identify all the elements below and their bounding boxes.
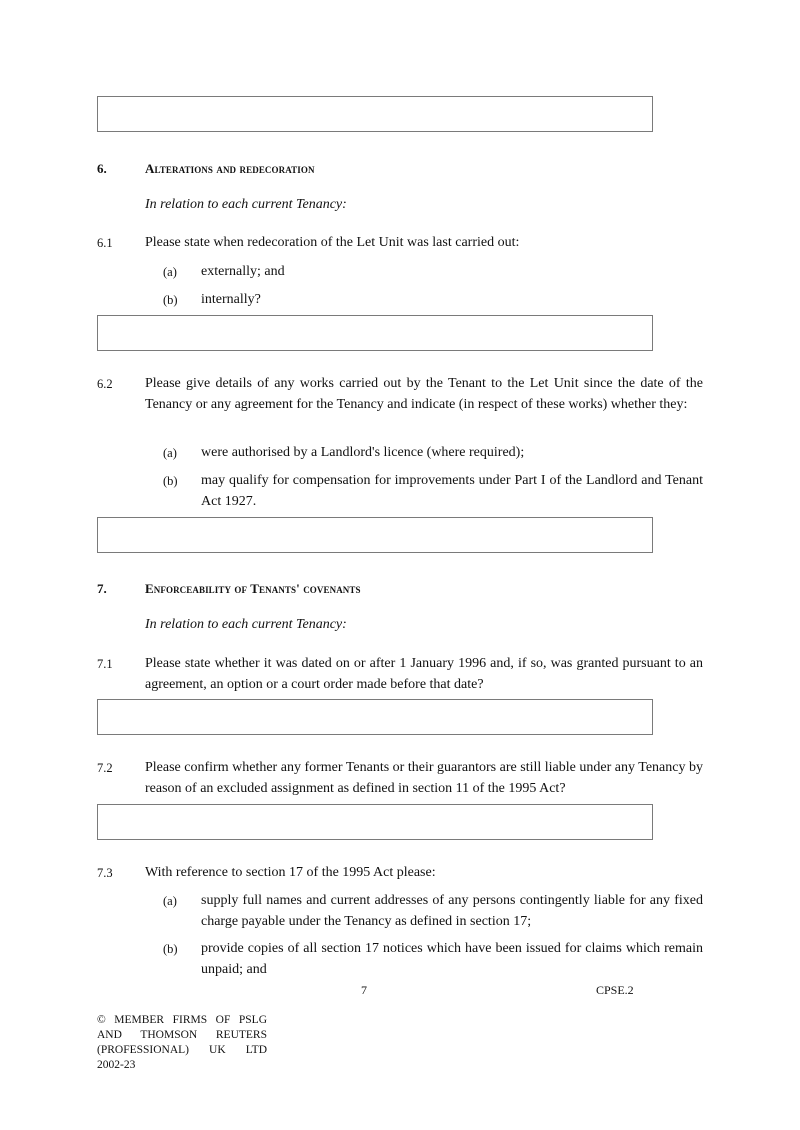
question-6-1-a-label: (a) (163, 265, 177, 279)
answer-box-7-1[interactable] (97, 699, 653, 735)
question-6-2-a-text: were authorised by a Landlord's licence (where required); (201, 445, 525, 460)
question-6-2-a-label: (a) (163, 446, 177, 460)
section-7-number: 7. (97, 581, 107, 596)
page-number: 7 (361, 983, 367, 997)
answer-box-6-2[interactable] (97, 517, 653, 553)
question-6-2-b-text: may qualify for compensation for improvements under Part I of the Landlord and Tenant Act 1927. (201, 473, 703, 509)
form-code: CPSE.2 (596, 983, 634, 997)
question-7-1-text: Please state whether it was dated on or after 1 January 1996 and, if so, was granted pursuant to an agreement, an option or a court order made before that date? (145, 656, 703, 692)
question-6-2-text: Please give details of any works carried out by the Tenant to the Let Unit since the date of the Tenancy or any agreement for the Tenancy and indicate (in respect of these works) whether they: (145, 376, 703, 412)
copyright-line-4: 2002-23 (97, 1059, 136, 1071)
question-6-2-number: 6.2 (97, 377, 113, 391)
question-6-1-b-label: (b) (163, 293, 178, 307)
question-7-1-number: 7.1 (97, 657, 113, 671)
question-6-1-a-text: externally; and (201, 264, 285, 279)
section-6-number: 6. (97, 161, 107, 176)
question-7-3-number: 7.3 (97, 866, 113, 880)
question-7-2-text: Please confirm whether any former Tenants or their guarantors are still liable under any Tenancy by reason of an excluded assignment as defined in section 11 of the 1995 Act? (145, 760, 703, 796)
copyright-line-3: (PROFESSIONAL) UK LTD (97, 1044, 267, 1056)
section-6-intro: In relation to each current Tenancy: (145, 197, 347, 212)
question-6-1-text: Please state when redecoration of the Let Unit was last carried out: (145, 235, 520, 250)
question-7-3-a-text: supply full names and current addresses of any persons contingently liable for any fixed charge payable under the Tenancy as defined in section 17; (201, 893, 703, 929)
copyright-notice (97, 1013, 267, 1073)
answer-box-6-1[interactable] (97, 315, 653, 351)
answer-box-7-2[interactable] (97, 804, 653, 840)
section-7-intro: In relation to each current Tenancy: (145, 617, 347, 632)
question-6-1-number: 6.1 (97, 236, 113, 250)
question-7-3-text: With reference to section 17 of the 1995 Act please: (145, 865, 436, 880)
question-7-2-number: 7.2 (97, 761, 113, 775)
section-7-title: Enforceability of Tenants' covenants (145, 581, 361, 596)
copyright-line-1: © MEMBER FIRMS OF PSLG (97, 1014, 267, 1026)
question-6-2-b-label: (b) (163, 474, 178, 488)
section-6-title: Alterations and redecoration (145, 161, 315, 176)
question-6-1-b-text: internally? (201, 292, 261, 307)
copyright-line-2: AND THOMSON REUTERS (97, 1029, 267, 1041)
question-7-3-b-label: (b) (163, 942, 178, 956)
answer-box-previous[interactable] (97, 96, 653, 132)
question-7-3-a-label: (a) (163, 894, 177, 908)
question-7-3-b-text: provide copies of all section 17 notices which have been issued for claims which remain unpaid; and (201, 941, 703, 977)
